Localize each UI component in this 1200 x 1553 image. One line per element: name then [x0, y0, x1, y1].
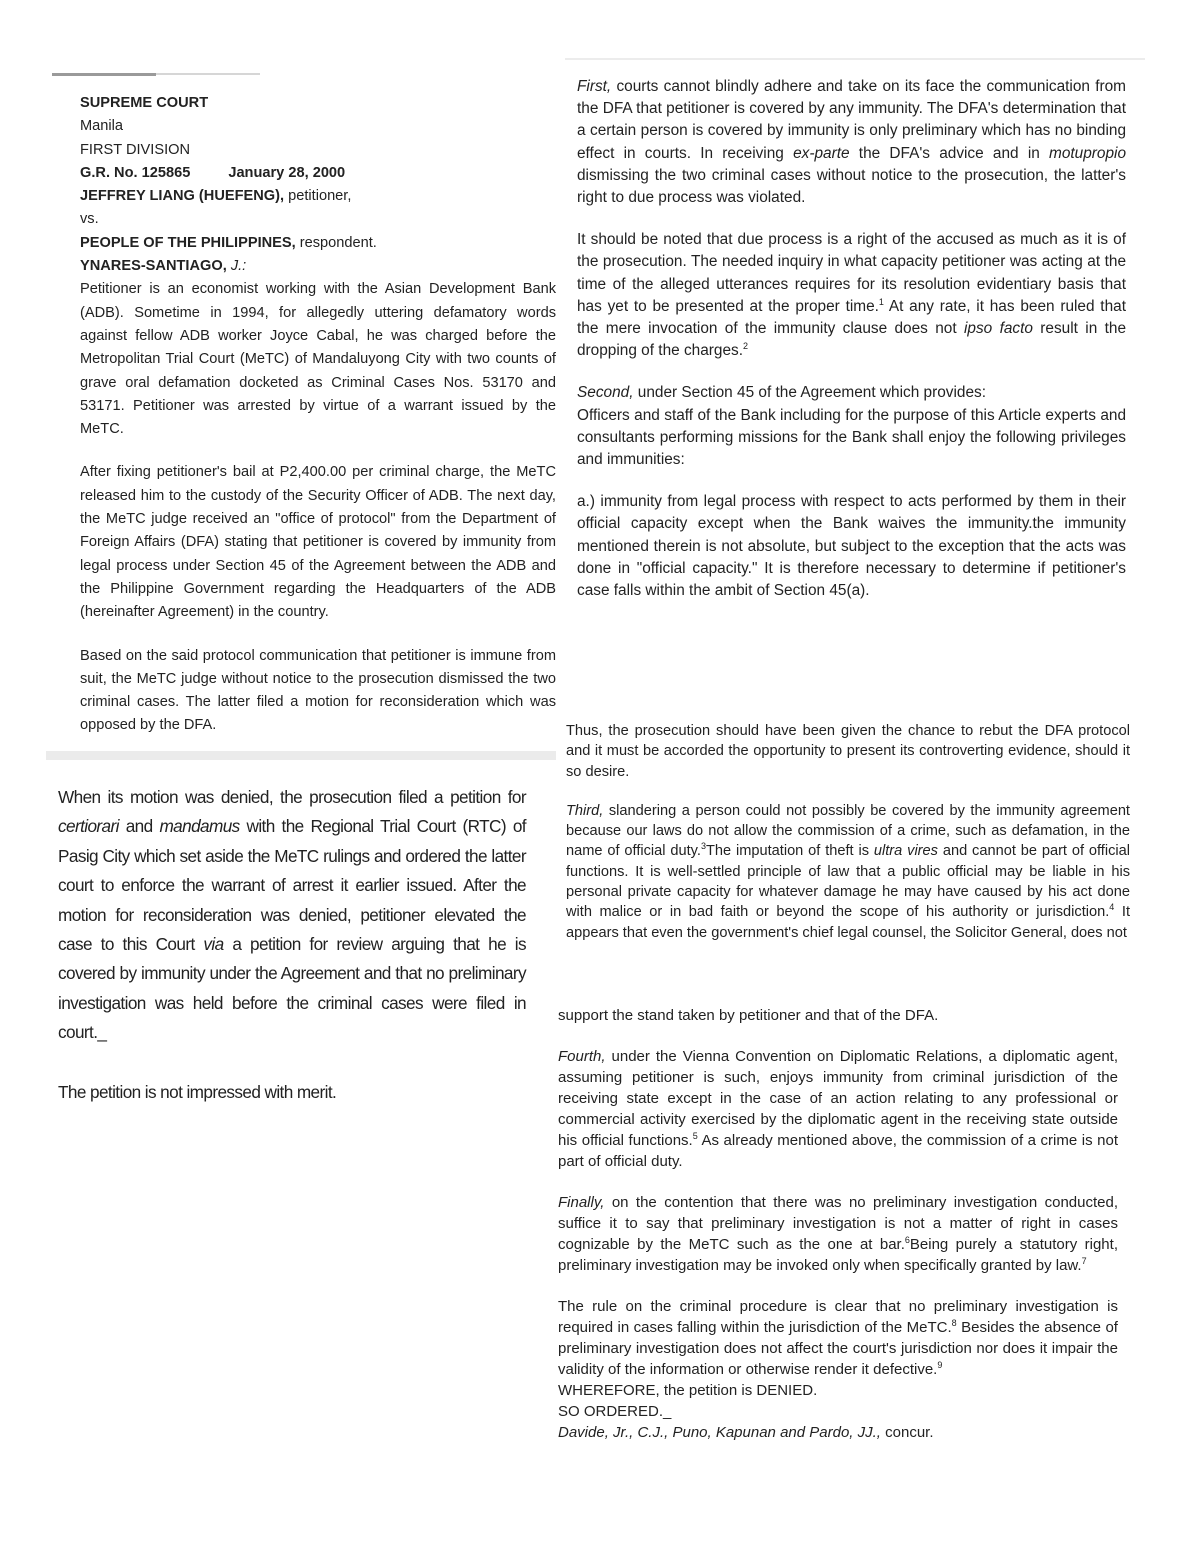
lead-finally: Finally,	[558, 1194, 605, 1211]
paragraph-facts-2: After fixing petitioner's bail at P2,400.00 per criminal charge, the MeTC released him to the custody of the Security Officer of ADB. The next day, the MeTC judge received an "office of protocol" from the Department of Foreign Affairs (DFA) stating that petitioner is covered by immunity from legal process under Section 45 of the Agreement between the ADB and the Philippine Government regarding the Headquarters of the ADB (hereinafter Agreement) in the country.	[80, 464, 556, 621]
paragraph-first: First, courts cannot blindly adhere and take on its face the communication from the DFA that petitioner is covered by any immunity. The DFA's determination that a certain person is covered by immunity is only preliminary which has no binding effect in courts. In receiving ex-parte the DFA's advice and in motupropio dismissing the two criminal cases without notice to the prosecution, the latter's right to due process was violated.	[577, 78, 1127, 207]
term-mandamus: mandamus	[159, 816, 240, 837]
respondent-name: PEOPLE OF THE PHILIPPINES,	[80, 234, 296, 251]
footnote-8: 8	[951, 1318, 957, 1328]
paragraph-thus: Thus, the prosecution should have been given the chance to rebut the DFA protocol and it must be accorded the opportunity to present its controverting evidence, should it so desire.	[566, 723, 1130, 780]
petitioner-name: JEFFREY LIANG (HUEFENG),	[80, 188, 285, 205]
lead-fourth: Fourth,	[558, 1048, 606, 1065]
dispositive-wherefore: WHEREFORE, the petition is DENIED.	[558, 1382, 818, 1399]
concurrence: Davide, Jr., C.J., Puno, Kapunan and Pardo, JJ., concur.	[558, 1424, 934, 1441]
paragraph-support: support the stand taken by petitioner and that of the DFA.	[558, 1007, 939, 1024]
ponente-suffix: J.:	[230, 258, 247, 275]
footnote-4: 4	[1109, 902, 1115, 913]
paragraph-immunity-a: a.) immunity from legal process with respect to acts performed by them in their official capacity except when the Bank waives the immunity.the immunity mentioned therein is not absolute, but subject to the exception that the acts was done in "official capacity." It is therefore necessary to determine if petitioner's case falls within the ambit of Section 45(a).	[577, 493, 1126, 600]
footnote-7: 7	[1081, 1256, 1087, 1266]
paragraph-second: Second, under Section 45 of the Agreement which provides:	[577, 384, 986, 402]
versus: vs.	[80, 211, 99, 228]
respondent-role: respondent.	[299, 234, 377, 251]
footnote-6: 6	[904, 1235, 910, 1245]
lead-third: Third,	[566, 802, 604, 819]
section-divider	[46, 751, 556, 760]
case-number-line	[80, 162, 556, 185]
header-rule	[52, 73, 156, 76]
gr-number: G.R. No. 125865	[80, 164, 191, 181]
ruling-fourth-finally	[558, 1005, 1118, 1443]
so-ordered: SO ORDERED._	[558, 1403, 672, 1420]
lead-second: Second,	[577, 384, 634, 402]
ponente-name: YNARES-SANTIAGO,	[80, 258, 227, 275]
petitioner-line	[80, 185, 556, 208]
paragraph-facts-3: Based on the said protocol communication that petitioner is immune from suit, the MeTC judge without notice to the prosecution dismissed the two criminal cases. The latter filed a motion for reconsideration which was opposed by the DFA.	[80, 647, 556, 734]
petitioner-role: petitioner,	[288, 188, 352, 205]
court-name: SUPREME COURT	[80, 95, 209, 111]
footnote-1: 1	[878, 296, 884, 307]
court-city: Manila	[80, 118, 123, 135]
respondent-line	[80, 232, 556, 255]
footnote-2: 2	[743, 341, 749, 352]
paragraph-no-merit: The petition is not impressed with merit.	[58, 1081, 337, 1102]
paragraph-facts-1: Petitioner is an economist working with the Asian Development Bank (ADB). Sometime in 1994, for allegedly uttering defamatory words against fellow ADB worker Joyce Cabal, he was charged before the Metropolitan Trial Court (MeTC) of Mandaluyong City with two counts of grave oral defamation docketed as Criminal Cases Nos. 53170 and 53171. Petitioner was arrested by virtue of a warrant issued by the MeTC.	[80, 281, 556, 438]
paragraph-rule: The rule on the criminal procedure is clear that no preliminary investigation is required in cases falling within the jurisdiction of the MeTC.$^8$ Besides the absence of preliminary investigation does not affect the court's jurisdiction nor does it impair the validity of the information or otherwise render it defective.$^9$	[558, 1298, 1118, 1378]
term-via: via	[203, 934, 224, 955]
footnote-9: 9	[937, 1360, 943, 1370]
decision-date: January 28, 2000	[228, 164, 346, 181]
paragraph-petition: When its motion was denied, the prosecution filed a petition for certiorari and mandamus with the Regional Trial Court (RTC) of Pasig City which set aside the MeTC rulings and ordered the latter court to enforce the warrant of arrest it earlier issued. After the motion for reconsideration was denied, petitioner elevated the case to this Court via a petition for review arguing that he is covered by immunity under the Agreement and that no preliminary investigation was held before the criminal cases were filed in court._	[58, 787, 526, 1043]
footnote-5: 5	[692, 1131, 698, 1141]
paragraph-due-process: It should be noted that due process is a right of the accused as much as it is of the prosecution. The needed inquiry in what capacity petitioner was acting at the time of the alleged utterances requires for its resolution evidentiary basis that has yet to be presented at the proper time.$^1$ At any rate, it has been ruled that the mere invocation of the immunity clause does not ipso facto result in the dropping of the charges.$^2$	[577, 231, 1127, 360]
term-certiorari: certiorari	[58, 816, 119, 837]
ruling-first-second	[577, 76, 1126, 602]
concurring-justices: Davide, Jr., C.J., Puno, Kapunan and Pardo, JJ.,	[558, 1424, 881, 1441]
ruling-third	[566, 721, 1130, 943]
top-right-rule	[565, 58, 1145, 60]
paragraph-officers: Officers and staff of the Bank including for the purpose of this Article experts and consultants performing missions for the Bank shall enjoy the following privileges and immunities:	[577, 406, 1126, 469]
decision-header-and-facts	[80, 92, 556, 738]
footnote-3: 3	[700, 841, 706, 852]
paragraph-third: Third, slandering a person could not possibly be covered by the immunity agreement because our laws do not allow the commission of a crime, such as defamation, in the name of official duty.$^3$The imputation of theft is ultra vires and cannot be part of official functions. It is well-settled principle of law that a public official may be liable in his personal private capacity for whatever damage he may have caused by his act done with malice or in bad faith or beyond the scope of his authority or jurisdiction.$^4$ It appears that even the government's chief legal counsel, the Solicitor General, does not	[566, 802, 1130, 941]
ponente-line	[80, 255, 556, 278]
paragraph-fourth: Fourth, under the Vienna Convention on Diplomatic Relations, a diplomatic agent, assuming petitioner is such, enjoys immunity from criminal jurisdiction of the receiving state except in the case of an action relating to any professional or commercial activity exercised by the diplomatic agent in the receiving state outside his official functions.$^5$ As already mentioned above, the commission of a crime is not part of official duty.	[558, 1048, 1119, 1170]
procedural-history	[58, 783, 526, 1107]
header-rule-light	[156, 73, 260, 75]
division: FIRST DIVISION	[80, 141, 191, 158]
paragraph-finally: Finally, on the contention that there was no preliminary investigation conducted, suffice it to say that preliminary investigation is not a matter of right in cases cognizable by the MeTC such as the one at bar.$^6$Being purely a statutory right, preliminary investigation may be invoked only when specifically granted by law.$^7$	[558, 1194, 1118, 1274]
lead-first: First,	[577, 78, 612, 95]
